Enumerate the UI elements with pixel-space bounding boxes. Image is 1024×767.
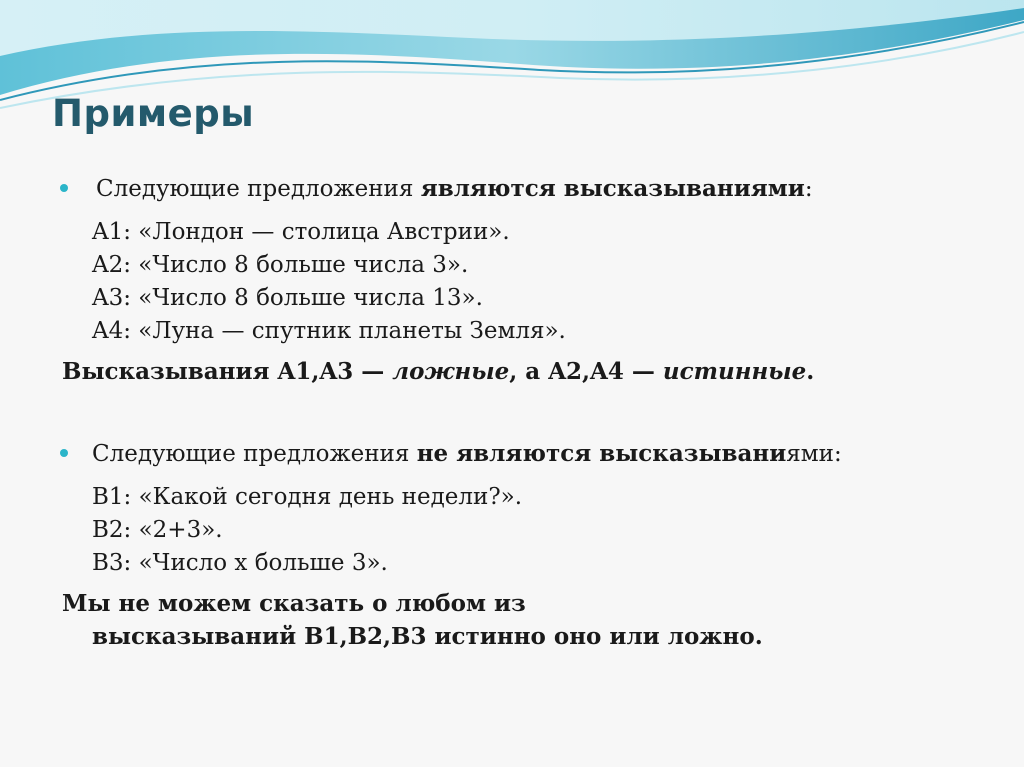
- section1-conclusion-suffix: .: [806, 358, 815, 385]
- section1-intro-prefix: Следующие предложения: [96, 176, 421, 202]
- statement-a3: A3: «Число 8 больше числа 13».: [92, 285, 483, 311]
- section1-conclusion-middle: , а A2,A4 —: [509, 358, 663, 385]
- statement-b2: B2: «2+3».: [92, 517, 223, 543]
- statement-a4: A4: «Луна — спутник планеты Земля».: [92, 318, 566, 344]
- statement-a1: A1: «Лондон — столица Австрии».: [92, 219, 510, 245]
- section1-intro: [96, 175, 813, 202]
- section1-intro-bold: являются высказываниями: [420, 175, 805, 202]
- section2-intro-prefix: Следующие предложения: [92, 441, 417, 467]
- section2-conclusion-line1: Мы не можем сказать о любом из: [62, 590, 526, 617]
- section1-conclusion-prefix: Высказывания A1,A3 —: [62, 358, 393, 385]
- statement-b1: B1: «Какой сегодня день недели?».: [92, 484, 523, 510]
- section2-intro-bold: не являются высказывани: [416, 440, 787, 467]
- section2-conclusion-line2: высказываний B1,B2,B3 истинно оно или ложно.: [92, 623, 763, 650]
- false-word: ложные: [392, 358, 510, 385]
- slide-title: Примеры: [52, 92, 255, 135]
- bullet-icon: [60, 449, 68, 457]
- section1-conclusion: [62, 358, 814, 385]
- section2-intro: [92, 440, 842, 467]
- section2-intro-suffix: ями:: [786, 441, 842, 467]
- section1-intro-suffix: :: [804, 176, 813, 202]
- statement-a2: A2: «Число 8 больше числа 3».: [92, 252, 469, 278]
- statement-b3: B3: «Число x больше 3».: [92, 550, 388, 576]
- bullet-icon: [60, 184, 68, 192]
- true-word: истинные: [662, 358, 807, 385]
